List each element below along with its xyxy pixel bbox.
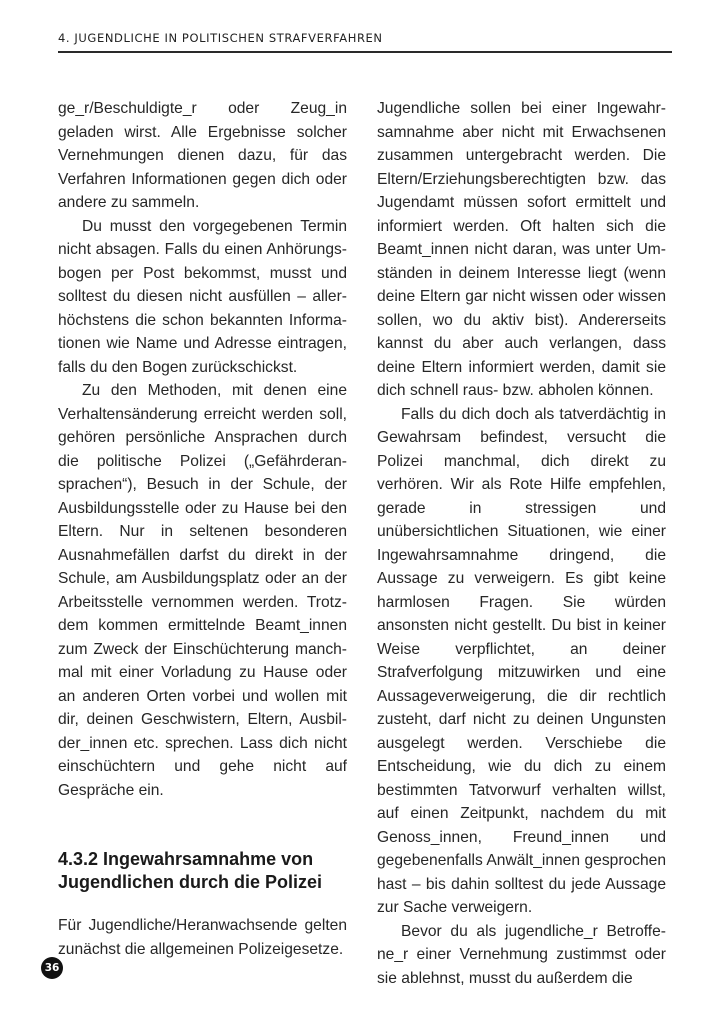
paragraph: Zu den Methoden, mit denen eine Verhaltensänderung erreicht werden soll, gehören persönliche Ansprachen durch die politische Polizei („Gefährderansprachen“), Besuch in der Schule, der Ausbildungsstelle oder zu Hause bei den Eltern. Nur in seltenen besonderen Ausnahmefällen darfst du direkt in der Schule, am Ausbildungsplatz oder an der Arbeitsstelle vernommen werden. Trotzdem kommen ermittelnde Beamt_innen zum Zweck der Einschüchterung manchmal mit einer Vorladung zu Hause oder an anderen Orten vorbei und wollen mit dir, deinen Geschwistern, Eltern, Ausbilder_innen etc. sprechen. Lass dich nicht einschüchtern und gehe nicht auf Gespräche ein.	[58, 382, 347, 799]
section-heading: 4.3.2 Ingewahrsamnahme von Jugendlichen durch die Polizei	[58, 849, 323, 892]
paragraph: ge_r/Beschuldigte_r oder Zeug_in geladen wirst. Alle Ergebnisse solcher Vernehmungen dienen dazu, für das Verfahren Informationen gegen dich oder andere zu sammeln.	[58, 100, 347, 211]
paragraph: Jugendliche sollen bei einer Ingewahrsamnahme aber nicht mit Erwachsenen zusammen untergebracht werden. Die Eltern/Erziehungsberechtigten bzw. das Jugendamt müssen sofort ermittelt und informiert werden. Oft halten sich die Beamt_innen nicht daran, was unter Umständen in deinem Interesse liegt (wenn deine Eltern gar nicht wissen oder wissen sollen, wo du aktiv bist). Andererseits kannst du aber auch verlangen, dass deine Eltern informiert werden, damit sie dich schnell raus- bzw. abholen können.	[377, 100, 666, 399]
paragraph: Falls du dich doch als tatverdächtig in Gewahrsam befindest, versucht die Polizei manchmal, dich direkt zu verhören. Wir als Rote Hilfe empfehlen, gerade in stressigen und unübersichtlichen Situationen, wie einer Ingewahrsamnahme dringend, die Aussage zu verweigern. Es gibt keine harmlosen Fragen. Sie würden ansonsten nicht gestellt. Du bist in keiner Weise verpflichtet, an deiner Strafverfolgung mitzuwirken und eine Aussageverweigerung, die dir rechtlich zusteht, darf nicht zu deinen Ungunsten ausgelegt werden. Verschiebe die Entscheidung, wie du dich zu einem bestimmten Tatvorwurf verhalten willst, auf einen Zeitpunkt, nachdem du mit Genoss_innen, Freund_innen und gegebenenfalls Anwält_innen gesprochen hast – bis dahin solltest du jede Aussage zur Sache verweigern.	[377, 405, 666, 916]
running-head: 4. JUGENDLICHE IN POLITISCHEN STRAFVERFAHREN	[58, 31, 383, 45]
paragraph: Du musst den vorgegebenen Termin nicht absagen. Falls du einen Anhörungsbogen per Post bekommst, musst und solltest du diesen nicht ausfüllen – allerhöchstens die schon bekannten Informationen wie Name und Adresse eintragen, falls du den Bogen zurückschickst.	[58, 217, 347, 376]
paragraph: Bevor du als jugendliche_r Betroffene_r einer Vernehmung zustimmst oder sie ablehnst, musst du außerdem die	[377, 922, 666, 987]
paragraph: Für Jugendliche/Heranwachsende gelten zunächst die allgemeinen Polizeigesetze.	[58, 917, 347, 958]
page-number-badge: 36	[41, 957, 63, 979]
right-column	[377, 97, 666, 990]
header-rule	[58, 51, 672, 53]
left-column	[58, 97, 347, 961]
